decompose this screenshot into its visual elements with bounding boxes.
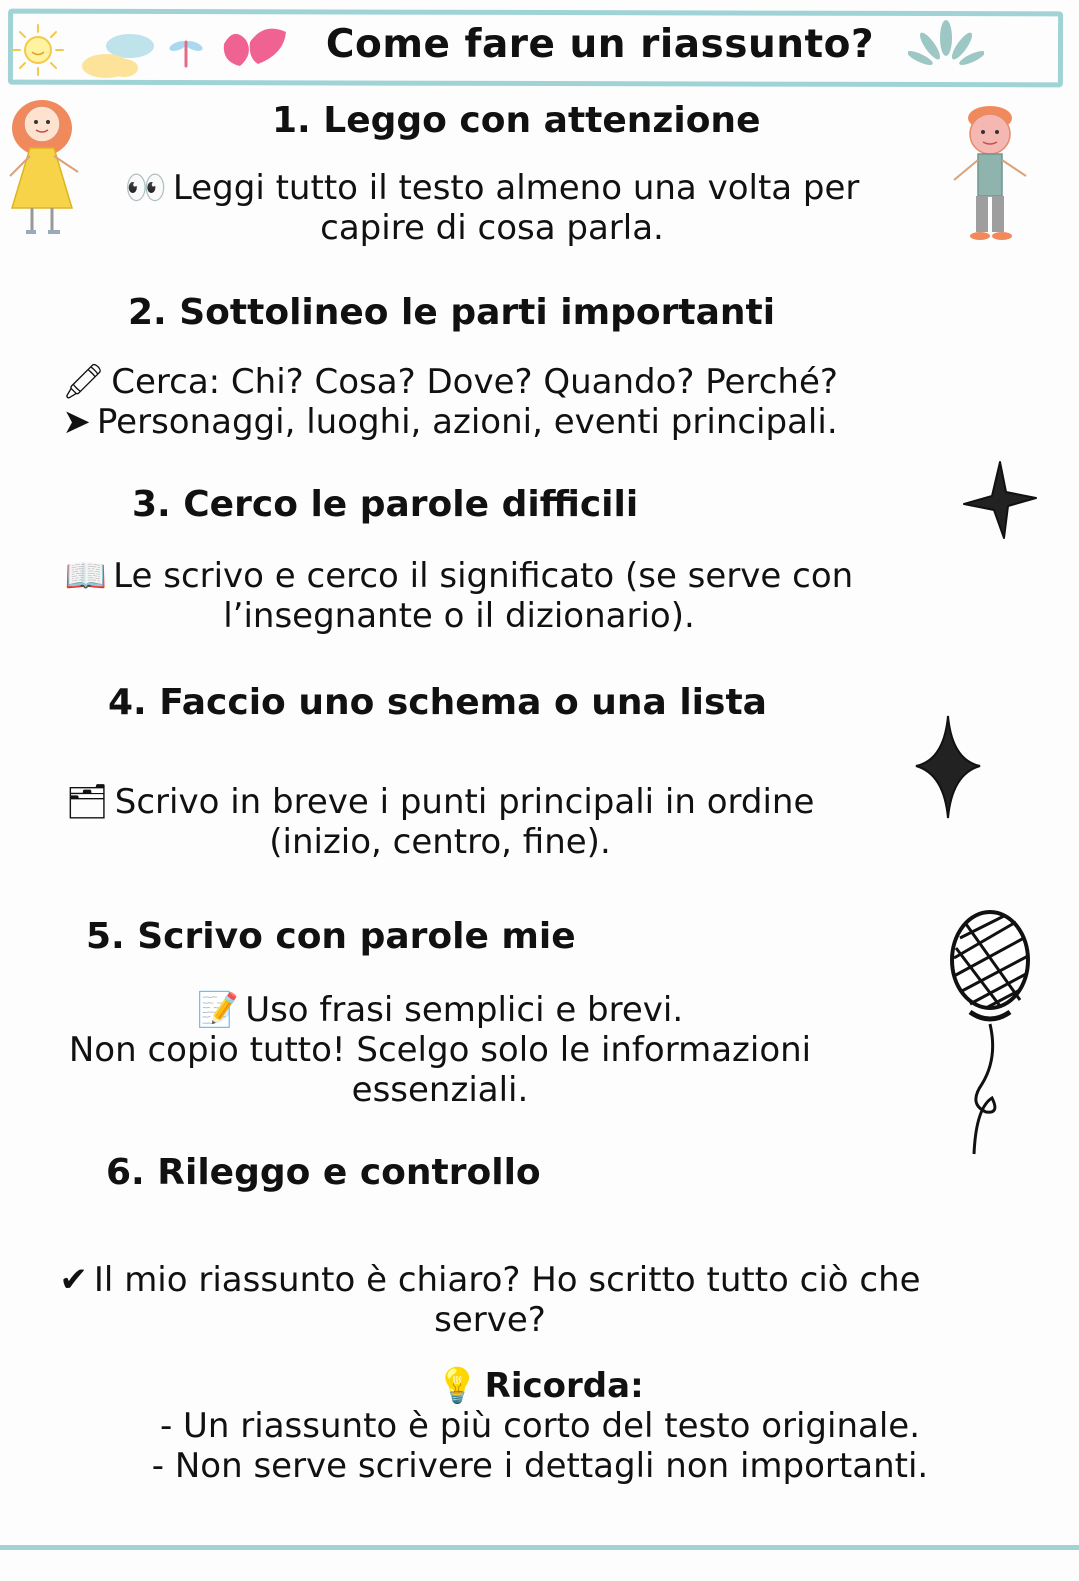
step-1-heading: 1. Leggo con attenzione bbox=[272, 100, 761, 141]
step-2-heading: 2. Sottolineo le parti importanti bbox=[128, 292, 776, 333]
crayon-icon: 🖍 bbox=[62, 362, 106, 402]
sun-icon bbox=[10, 22, 66, 78]
arrow-icon: ➤ bbox=[62, 402, 91, 442]
sparkle-icon bbox=[914, 714, 982, 820]
reminder-line: - Non serve scrivere i dettagli non importanti. bbox=[151, 1446, 929, 1486]
eyes-icon: 👀 bbox=[124, 168, 167, 208]
step-6-text: ✔ Il mio riassunto è chiaro? Ho scritto tutto ciò che serve? bbox=[59, 1260, 921, 1340]
step-4-heading: 4. Faccio uno schema o una lista bbox=[108, 682, 767, 723]
page-title: Come fare un riassunto? bbox=[325, 22, 875, 67]
reminder-title: Ricorda: bbox=[484, 1366, 644, 1406]
step-5-heading: 5. Scrivo con parole mie bbox=[86, 916, 576, 957]
step-2-text: 🖍 Cerca: Chi? Cosa? Dove? Quando? Perché? ➤ Personaggi, luoghi, azioni, eventi principali. bbox=[62, 362, 838, 442]
star-icon bbox=[960, 458, 1040, 542]
step-3-text: 📖 Le scrivo e cerco il significato (se serve con l’insegnante o il dizionario). bbox=[64, 556, 854, 636]
lightbulb-icon: 💡 bbox=[436, 1366, 479, 1406]
step-3-heading: 3. Cerco le parole difficili bbox=[132, 484, 639, 525]
bottom-frame-line bbox=[0, 1545, 1079, 1550]
book-icon: 📖 bbox=[64, 556, 108, 596]
step-6-heading: 6. Rileggo e controllo bbox=[106, 1152, 541, 1193]
girl-drawing-icon bbox=[4, 96, 84, 240]
reminder-box bbox=[90, 1366, 990, 1486]
dragonfly-icon bbox=[168, 36, 204, 68]
step-1-text: 👀 Leggi tutto il testo almeno una volta per capire di cosa parla. bbox=[124, 168, 860, 248]
step-5-text: 📝 Uso frasi semplici e brevi. Non copio tutto! Scelgo solo le informazioni essenziali. bbox=[68, 990, 812, 1110]
reminder-line: - Un riassunto è più corto del testo originale. bbox=[159, 1406, 921, 1446]
cloud-icon bbox=[80, 28, 160, 82]
plant-icon bbox=[908, 18, 984, 70]
memo-icon: 📝 bbox=[196, 990, 240, 1030]
boy-drawing-icon bbox=[948, 102, 1032, 242]
checkmark-icon: ✔ bbox=[59, 1260, 88, 1300]
balloon-icon bbox=[946, 908, 1036, 1156]
heart-icon bbox=[214, 24, 294, 70]
card-index-icon: 🗂 bbox=[65, 782, 109, 822]
step-4-text: 🗂 Scrivo in breve i punti principali in ordine (inizio, centro, fine). bbox=[65, 782, 815, 862]
